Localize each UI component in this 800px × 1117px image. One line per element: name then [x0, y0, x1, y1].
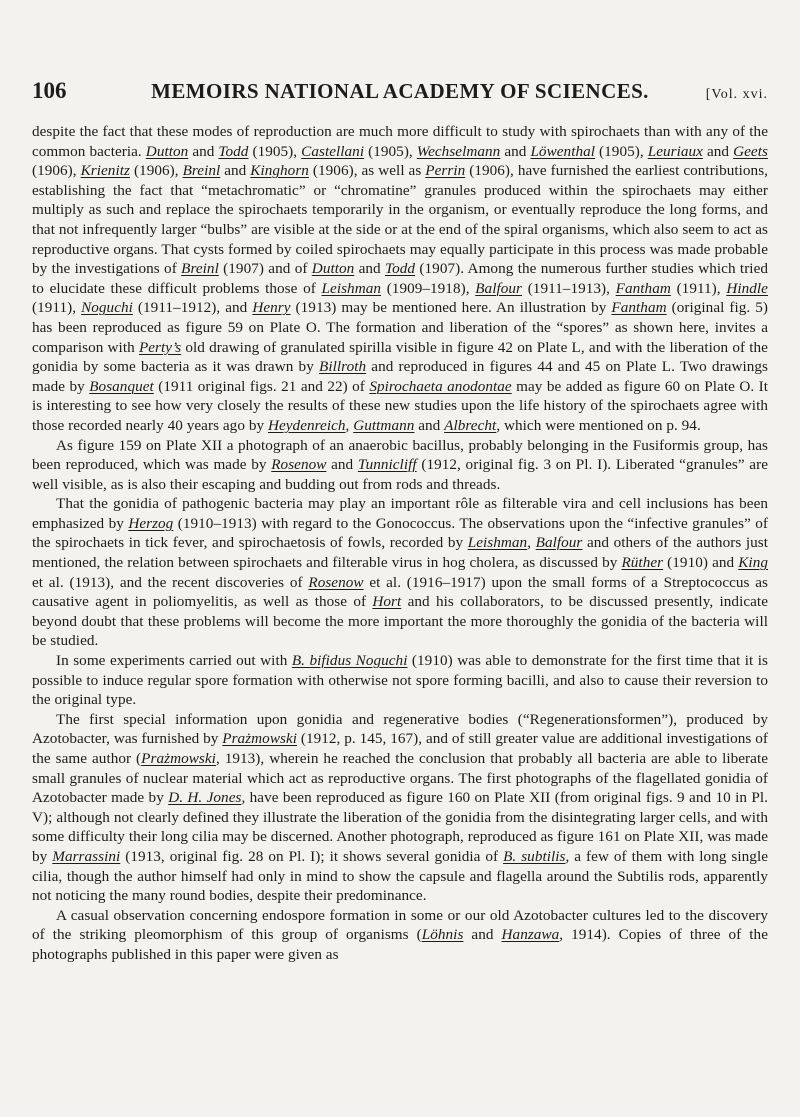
cited-name: Todd: [218, 142, 249, 160]
text-run: (1910) was able to demonstrate for the first time that it is possible to induce regular spore formation with otherwise not spore forming bacilli, and also to cause their reversion to the original type.: [32, 652, 769, 709]
cited-name: Rosenow: [271, 456, 327, 474]
cited-name: Perrin: [425, 162, 466, 180]
cited-name: Hanzawa: [501, 926, 560, 944]
body-text: [32, 122, 768, 965]
text-run: (1906),: [129, 162, 183, 180]
cited-name: Castellani: [301, 142, 365, 160]
cited-name: Noguchi: [81, 299, 133, 317]
cited-name: Prażmowski: [141, 750, 216, 767]
cited-name: Rüther: [621, 554, 664, 572]
cited-name: Dutton: [145, 142, 189, 160]
cited-name: Geets: [733, 142, 768, 160]
text-run: (1912, p. 145, 167), and of still greater value are additional investigations of the same author (: [32, 730, 768, 767]
text-run: (1912, original fig. 3 on Pl. I). Liberated “granules” are well visible, as is also their escaping and budding out from rods and threads.: [32, 456, 768, 493]
cited-name: Fantham: [615, 279, 671, 297]
text-run: despite the fact that these modes of reproduction are much more difficult to study with spirochaets than with any of the common bacteria.: [32, 123, 768, 160]
cited-name: Leuriaux: [647, 142, 703, 160]
volume-label: [Vol. xvi.: [705, 87, 768, 102]
text-run: and: [500, 142, 531, 160]
text-run: As figure 159 on Plate XII a photograph of an anaerobic bacillus, probably belonging in the Fusiformis group, has been reproduced, which was made by: [32, 436, 768, 474]
text-run: and: [188, 142, 219, 160]
page-number: 106: [32, 78, 67, 103]
paragraph: [32, 651, 768, 710]
text-run: , have been reproduced as figure 160 on Plate XII (from original figs. 9 and 10 in Pl. V); although not clearly defined they illustrate the liberation of the gonidia from the disintegrating larger cells, and with some difficulty their long cilia may be discerned. Another photograph, reproduced as figure 161 on Plate XII, was made by: [32, 789, 768, 865]
text-run: In some experiments carried out with: [56, 652, 292, 670]
text-run: ,: [527, 534, 536, 552]
text-run: (1905),: [248, 142, 302, 160]
text-run: (1906), as well as: [308, 162, 426, 180]
paragraph: [32, 710, 768, 906]
paragraph: [32, 436, 768, 495]
cited-name: Prażmowski: [222, 730, 298, 748]
cited-name: Heydenreich: [267, 416, 346, 434]
text-run: (1910) and: [663, 554, 739, 572]
text-run: ,: [345, 416, 354, 434]
cited-name: Fantham: [611, 299, 667, 317]
cited-name: Tunnicliff: [357, 456, 417, 474]
text-run: (1913, original fig. 28 on Pl. I); it shows several gonidia of: [120, 847, 504, 865]
text-run: (1911–1913),: [522, 279, 616, 297]
cited-name: Balfour: [535, 534, 583, 552]
cited-name: Krienitz: [80, 162, 130, 180]
cited-name: Todd: [385, 260, 416, 278]
text-run: , a few of them with long single cilia, though the author himself had only in mind to show the capsule and flagella around the Subtilis rods, apparently not noticing the many round bodies, despite their predominance.: [32, 847, 769, 905]
cited-name: Henry: [252, 299, 291, 317]
text-run: and: [702, 142, 734, 160]
text-run: (1905),: [364, 142, 417, 160]
text-run: (1911),: [32, 299, 82, 317]
cited-name: Hindle: [726, 279, 768, 297]
cited-name: Albrecht: [444, 416, 497, 434]
cited-name: Kinghorn: [250, 162, 309, 180]
cited-name: Breinl: [182, 162, 221, 180]
text-run: (1906), have furnished the earliest contributions, establishing the fact that “metachromatic” or “chromatine” granules produced within the spirochaets may either multiply as such and replace the spirochaets temporarily in the organism, or eventually reproduce the long forms, and that not infrequently larger “bulbs” are visible at the side or at the end of the spiral organisms, which also seem to act as reproductive organs. That cysts formed by coiled spirochaets may equally participate in this process was made probable by the investigations of: [32, 162, 768, 278]
cited-name: Leishman: [321, 279, 381, 297]
cited-name: Rosenow: [308, 573, 364, 591]
cited-name: Billroth: [319, 358, 367, 376]
text-run: (original fig. 5) has been reproduced as figure 59 on Plate O. The formation and liberation of the “spores” as shown here, invites a comparison with: [32, 299, 769, 356]
text-run: and his collaborators, to be discussed presently, indicate beyond doubt that these problems will become the more important the more thoroughly the gonidia of the bacteria will be studied.: [32, 593, 768, 650]
running-header: [32, 78, 768, 108]
text-run: and: [354, 260, 386, 278]
text-run: , 1913), wherein he reached the conclusion that probably all bacteria are able to liberate small granules of nuclear material which act as reproductive organs. The first photographs of the flagellated gonidia of Azotobacter made by: [32, 750, 769, 807]
text-run: and: [220, 162, 251, 180]
text-run: and others of the authors just mentioned, the relation between spirochaets and filterable virus in hog cholera, as discussed by: [32, 534, 769, 572]
cited-name: Guttmann: [353, 416, 415, 434]
cited-name: Balfour: [475, 279, 522, 297]
cited-name: Herzog: [128, 514, 174, 532]
text-run: (1907) and of: [218, 260, 312, 278]
cited-name: Dutton: [311, 260, 355, 278]
cited-name: Marrassini: [52, 847, 121, 865]
text-run: A casual observation concerning endospore formation in some or our old Azotobacter cultures led to the discovery of the striking pleomorphism of this group of organisms (: [32, 906, 768, 944]
text-run: and: [326, 456, 358, 474]
cited-name: Löhnis: [421, 926, 464, 944]
text-run: (1911 original figs. 21 and 22) of: [153, 377, 370, 395]
text-run: and: [463, 926, 502, 944]
text-run: (1905),: [595, 142, 648, 160]
text-run: The first special information upon gonidia and regenerative bodies (“Regenerationsformen”), produced by Azotobacter, was furnished by: [32, 710, 768, 748]
text-run: (1907). Among the numerous further studies which tried to elucidate these difficult problems those of: [32, 260, 769, 297]
cited-name: B. subtilis: [503, 847, 566, 865]
cited-name: Hort: [372, 593, 402, 611]
text-run: et al. (1913), and the recent discoveries of: [32, 573, 309, 591]
cited-name: Bosanquet: [89, 377, 154, 395]
paragraph: [32, 122, 768, 436]
text-run: (1911),: [670, 279, 727, 297]
cited-name: Löwenthal: [530, 142, 596, 160]
text-run: old drawing of granulated spirilla visible in figure 42 on Plate L, and with the liberation of the gonidia by some bacteria as it was drawn by: [32, 338, 768, 376]
running-title: MEMOIRS NATIONAL ACADEMY OF SCIENCES.: [151, 79, 649, 103]
text-run: That the gonidia of pathogenic bacteria may play an important rôle as filterable vira and cell inclusions has been emphasized by: [32, 495, 768, 532]
cited-name: Perty’s: [138, 338, 182, 356]
text-run: and: [414, 416, 445, 434]
text-run: (1911–1912), and: [132, 299, 253, 317]
text-run: et al. (1916–1917) upon the small forms of a Streptococcus as causative agent in poliomyelitis, as well as those of: [32, 573, 768, 611]
cited-name: King: [738, 554, 768, 572]
text-run: and reproduced in figures 44 and 45 on Plate L. Two drawings made by: [32, 358, 769, 395]
text-run: may be added as figure 60 on Plate O. It is interesting to see how very closely the results of these new studies upon the life history of the spirochaets agree with those recorded nearly 40 years ago by: [32, 377, 768, 434]
paragraph: [32, 906, 768, 965]
cited-name: Wechselmann: [416, 142, 501, 160]
text-run: , 1914). Copies of three of the photographs published in this paper were given as: [32, 926, 768, 963]
paragraph: [32, 494, 768, 651]
text-run: , which were mentioned on p. 94.: [496, 416, 701, 434]
text-run: (1909–1918),: [381, 279, 476, 297]
cited-name: Spirochaeta anodontae: [369, 377, 512, 395]
cited-name: B. bifidus Noguchi: [291, 652, 408, 670]
text-run: (1913) may be mentioned here. An illustration by: [290, 299, 612, 317]
cited-name: D. H. Jones: [168, 789, 242, 807]
text-run: (1910–1913) with regard to the Gonococcus. The observations upon the “infective granules” of the spirochaets in tick fever, and spirochaetosis of fowls, recorded by: [32, 514, 768, 552]
cited-name: Breinl: [181, 260, 219, 278]
cited-name: Leishman: [467, 534, 528, 552]
text-run: (1906),: [32, 162, 81, 180]
